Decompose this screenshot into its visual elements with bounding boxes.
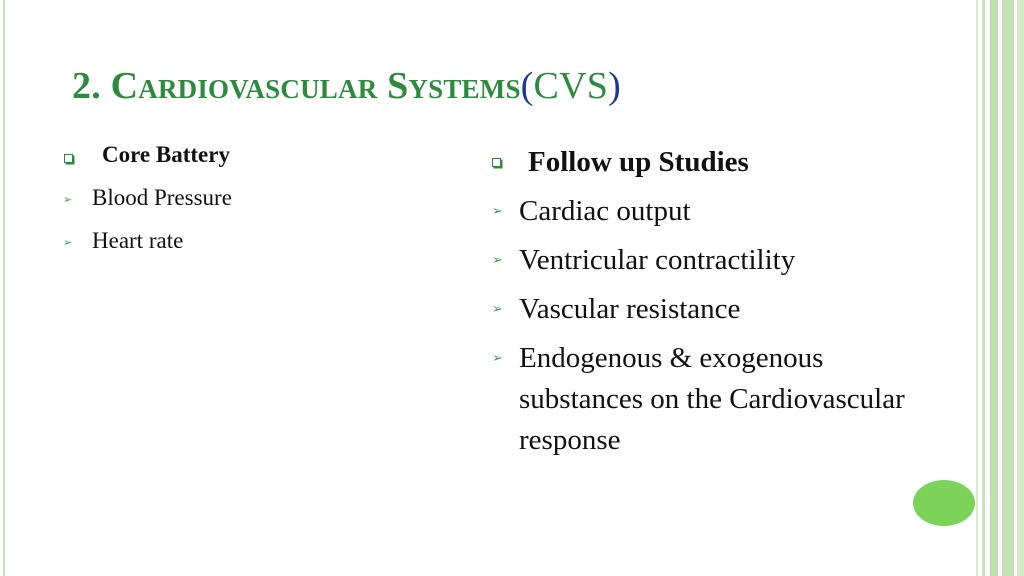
follow-up-heading: Follow up Studies bbox=[528, 146, 749, 178]
list-heading bbox=[488, 142, 908, 191]
list-item-text: Vascular resistance bbox=[519, 293, 741, 325]
list-item-text: Endogenous & exogenous substances on the Cardiovascular response bbox=[519, 342, 905, 456]
list-item-text: Blood Pressure bbox=[92, 185, 232, 210]
frame-band bbox=[1002, 0, 1014, 576]
title-number: 2. bbox=[72, 65, 101, 107]
list-item bbox=[60, 185, 440, 228]
title-abbreviation: CVS bbox=[533, 65, 609, 107]
arrow-bullet-icon: ➢ bbox=[492, 302, 503, 317]
slide-title bbox=[72, 64, 621, 108]
frame-line bbox=[982, 0, 985, 576]
list-item-text: Heart rate bbox=[92, 228, 184, 253]
list-item bbox=[488, 338, 908, 461]
frame-band bbox=[990, 0, 998, 576]
list-item-text: Cardiac output bbox=[519, 195, 691, 227]
arrow-bullet-icon: ➢ bbox=[492, 253, 503, 268]
arrow-bullet-icon: ➢ bbox=[492, 204, 503, 219]
list-item bbox=[60, 228, 440, 271]
square-bullet-icon bbox=[492, 158, 501, 167]
frame-line bbox=[976, 0, 978, 576]
arrow-bullet-icon: ➢ bbox=[492, 351, 503, 366]
arrow-bullet-icon: ➢ bbox=[63, 236, 73, 249]
core-battery-heading: Core Battery bbox=[102, 142, 230, 167]
square-bullet-icon bbox=[64, 154, 73, 163]
frame-band bbox=[1017, 0, 1024, 576]
right-decorative-frame bbox=[976, 0, 1024, 576]
title-paren-open: ( bbox=[520, 65, 534, 107]
list-item bbox=[488, 289, 908, 338]
left-border-rule bbox=[0, 0, 7, 576]
green-circle-icon bbox=[913, 480, 975, 526]
core-battery-list bbox=[60, 142, 440, 271]
arrow-bullet-icon: ➢ bbox=[63, 193, 73, 206]
title-words: Cardiovascular Systems bbox=[110, 65, 521, 107]
title-paren-close: ) bbox=[608, 65, 621, 107]
list-item bbox=[488, 240, 908, 289]
list-heading bbox=[60, 142, 440, 185]
list-item-text: Ventricular contractility bbox=[519, 244, 796, 276]
list-item bbox=[488, 191, 908, 240]
follow-up-studies-list bbox=[488, 142, 908, 461]
